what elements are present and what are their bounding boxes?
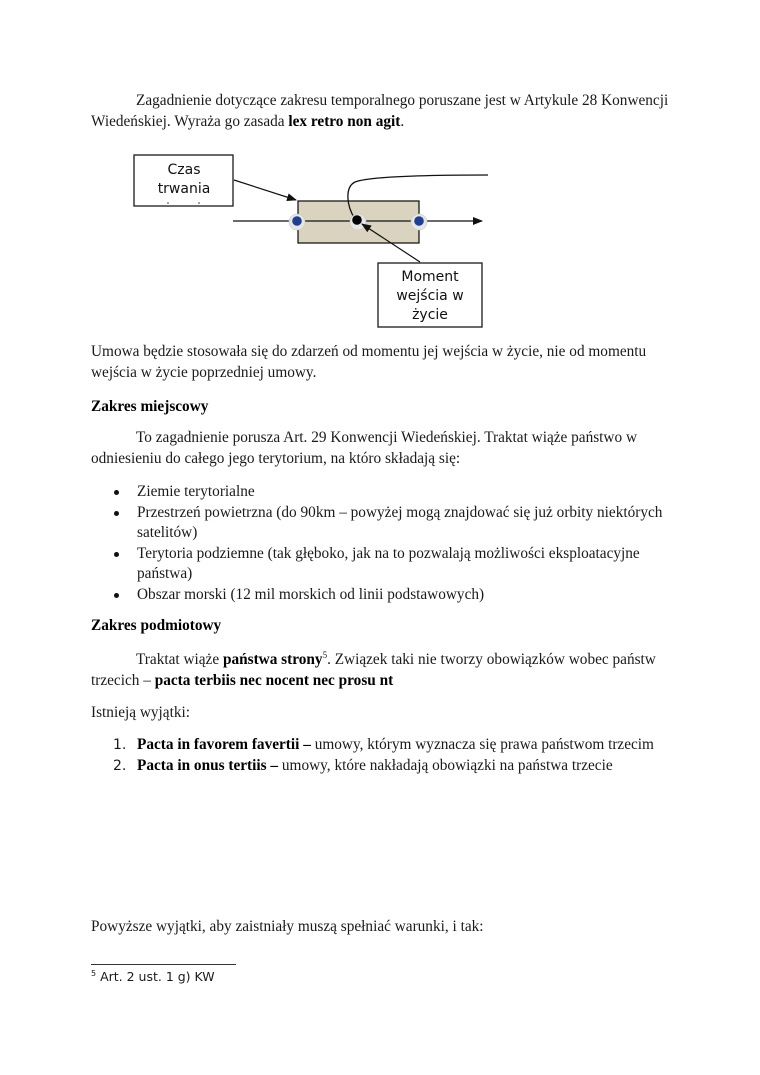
list-item-text: Terytoria podziemne (tak głęboko, jak na to pozwalają możliwości eksploatacyjne państwa) [137, 544, 640, 582]
duration-label-line-1: Czas [167, 162, 201, 178]
subjective-paragraph [91, 650, 681, 691]
footnote [91, 969, 215, 985]
exceptions-list [113, 735, 683, 776]
list-item [113, 503, 683, 544]
temporal-scope-diagram [0, 0, 760, 340]
entry-label-line-2: wejścia w [396, 288, 464, 304]
pacta-term: pacta terbiis nec nocent nec prosu nt [154, 671, 394, 689]
intro-period: . [400, 112, 405, 130]
list-item [113, 482, 683, 503]
entry-label-line-1: Moment [401, 269, 459, 285]
entry-into-force-point-icon [350, 214, 366, 230]
exception-term: Pacta in favorem favertii – [137, 736, 311, 753]
list-item-text: Przestrzeń powietrzna (do 90km – powyżej mogą znajdować się już orbity niektórych satelitów) [137, 503, 663, 541]
list-item [113, 756, 683, 777]
footnote-mark: 5 [91, 968, 97, 978]
footnote-reference[interactable]: 5 [322, 649, 328, 660]
list-item-text: Ziemie terytorialne [137, 483, 255, 500]
entry-label-line-3: życie [412, 307, 448, 323]
parties-term: państwa strony [222, 651, 323, 668]
list-item-text: Obszar morski (12 mil morskich od linii podstawowych) [137, 585, 485, 603]
exception-description: umowy, którym wyznacza się prawa państwom trzecim [310, 736, 654, 753]
list-number: 1. [113, 737, 127, 753]
closing-paragraph: Powyższe wyjątki, aby zaistniały muszą spełniać warunki, i tak: [91, 918, 484, 935]
principle-term: lex retro non agit [288, 112, 401, 130]
start-point-icon [289, 214, 305, 230]
end-point-icon [411, 214, 427, 230]
duration-label-line-2: trwania [157, 181, 211, 197]
exception-description: umowy, które nakładają obowiązki na państwa trzecie [278, 756, 613, 774]
duration-arrow [234, 180, 296, 200]
footnote-separator [91, 964, 236, 965]
subjective-text: Traktat wiąże [136, 651, 223, 668]
exception-term: Pacta in onus tertiis – [137, 756, 279, 774]
territorial-intro-paragraph: To zagadnienie porusza Art. 29 Konwencji Wiedeńskiej. Traktat wiąże państwo w odniesieniu do całego jego terytorium, na którο składają się: [91, 429, 638, 467]
heading-subjective-scope: Zakres podmiotowy [91, 617, 222, 634]
list-number: 2. [113, 757, 127, 774]
intro-text: Zagadnienie dotyczące zakresu temporalnego poruszane jest w Artykule 28 Konwencji Wiedeńskiej. Wyraża go zasada [91, 92, 669, 130]
list-item [113, 735, 683, 756]
list-item [113, 544, 683, 585]
footnote-text: Art. 2 ust. 1 g) KW [96, 969, 215, 984]
territory-list [113, 482, 683, 605]
exceptions-intro: Istnieją wyjątki: [91, 704, 190, 721]
subjective-text-2: . Związek taki nie tworzy obowiązków wobec państw trzecich – [91, 651, 656, 689]
list-item [113, 585, 683, 606]
temporal-paragraph: Umowa będzie stosowała się do zdarzeń od momentu jej wejścia w życie, nie od momentu wejścia w życie poprzedniej umowy. [91, 343, 647, 381]
heading-territorial-scope: Zakres miejscowy [91, 398, 209, 415]
